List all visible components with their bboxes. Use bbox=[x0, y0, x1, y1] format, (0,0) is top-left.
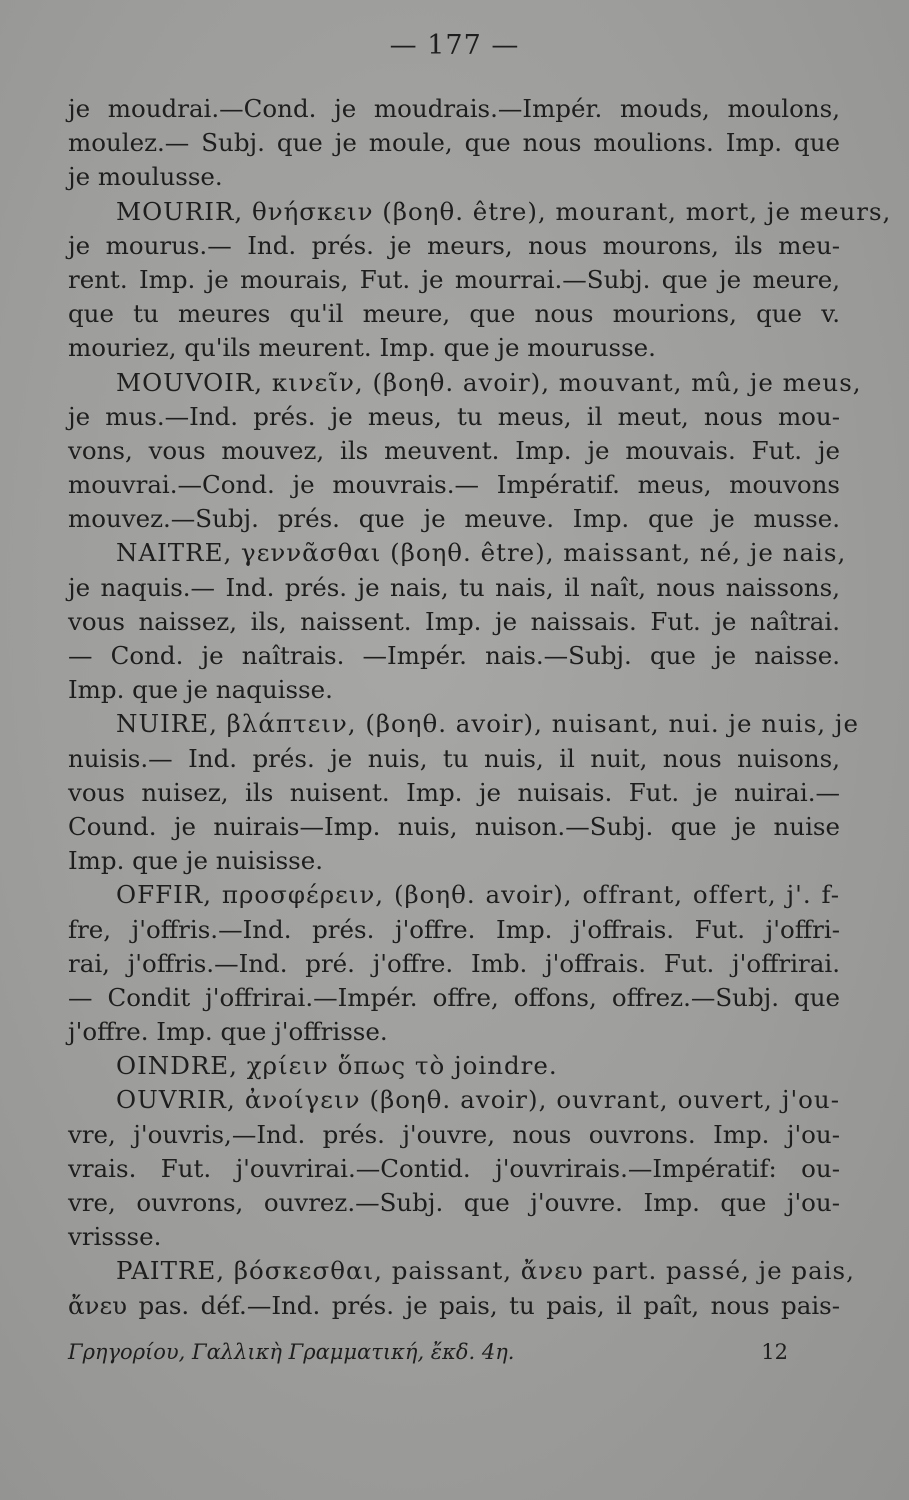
text-line: vons, vous mouvez, ils meuvent. Imp. je mouvais. Fut. je bbox=[68, 435, 840, 465]
text-line: je mus.—Ind. prés. je meus, tu meus, il meut, nous mou- bbox=[68, 401, 840, 431]
entry-ouvrir: OUVRIR, ἀνοίγειν (βοηθ. avoir), ouvrant, ouvert, j'ou- bbox=[116, 1085, 840, 1115]
text-line: je moulusse. bbox=[68, 162, 223, 192]
text-line: nuisis.— Ind. prés. je nuis, tu nuis, il nuit, nous nuisons, bbox=[68, 743, 840, 773]
text-line: Imp. que je naquisse. bbox=[68, 675, 333, 705]
text-line: mouriez, qu'ils meurent. Imp. que je mourusse. bbox=[68, 333, 656, 363]
text-line: je naquis.— Ind. prés. je nais, tu nais, il naît, nous naissons, bbox=[68, 572, 840, 602]
entry-oindre: OINDRE, χρίειν ὅπως τὸ joindre. bbox=[116, 1051, 558, 1081]
text-line: moulez.— Subj. que je moule, que nous moulions. Imp. que bbox=[68, 128, 840, 158]
body-text bbox=[68, 92, 892, 1323]
text-line: — Condit j'offrirai.—Impér. offre, offons, offrez.—Subj. que bbox=[68, 982, 840, 1012]
text-line: mouvrai.—Cond. je mouvrais.— Impératif. meus, mouvons bbox=[68, 470, 840, 500]
text-line: vrais. Fut. j'ouvrirai.—Contid. j'ouvrirais.—Impératif: ou- bbox=[68, 1153, 840, 1183]
entry-naitre: NAITRE, γεννᾶσθαι (βοηθ. être), maissant, né, je nais, bbox=[116, 538, 847, 568]
entry-nuire: NUIRE, βλάπτειν, (βοηθ. avoir), nuisant, nui. je nuis, je bbox=[116, 709, 859, 739]
text-line: mouvez.—Subj. prés. que je meuve. Imp. que je musse. bbox=[68, 504, 840, 534]
text-line: rent. Imp. je mourais, Fut. je mourrai.—Subj. que je meure, bbox=[68, 264, 840, 294]
text-line: vre, ouvrons, ouvrez.—Subj. que j'ouvre. Imp. que j'ou- bbox=[68, 1188, 840, 1217]
text-line: je mourus.— Ind. prés. je meurs, nous mourons, ils meu- bbox=[68, 230, 840, 260]
entry-mouvoir: MOUVOIR, κινεῖν, (βοηθ. avoir), mouvant, mû, je meus, bbox=[116, 367, 862, 397]
footer-signature: 12 bbox=[761, 1340, 788, 1364]
entry-mourir: MOURIR, θνήσκειν (βοηθ. être), mourant, mort, je meurs, bbox=[116, 196, 892, 226]
text-line: rai, j'offris.—Ind. pré. j'offre. Imb. j'offrais. Fut. j'offrirai. bbox=[68, 948, 840, 978]
text-line: — Cond. je naîtrais. —Impér. nais.—Subj. que je naisse. bbox=[68, 641, 840, 670]
text-line: Imp. que je nuisisse. bbox=[68, 846, 324, 876]
text-line: fre, j'offris.—Ind. prés. j'offre. Imp. j'offrais. Fut. j'offri- bbox=[68, 914, 840, 944]
text-line: vous naissez, ils, naissent. Imp. je naissais. Fut. je naîtrai. bbox=[68, 606, 840, 636]
entry-offir: OFFIR, προσφέρειν, (βοηθ. avoir), offrant, offert, j'. f- bbox=[116, 880, 840, 910]
text-line: ἄνευ pas. déf.—Ind. prés. je pais, tu pais, il paît, nous pais- bbox=[68, 1290, 840, 1320]
footer bbox=[68, 1340, 788, 1364]
text-line: j'offre. Imp. que j'offrisse. bbox=[68, 1017, 388, 1047]
entry-paitre: PAITRE, βόσκεσθαι, paissant, ἄνευ part. passé, je pais, bbox=[116, 1256, 855, 1286]
text-line: vous nuisez, ils nuisent. Imp. je nuisais. Fut. je nuirai.— bbox=[68, 777, 840, 807]
page-number: — 177 — bbox=[389, 30, 520, 61]
footer-citation: Γρηγορίου, Γαλλικὴ Γραμματική, ἔκδ. 4η. bbox=[68, 1340, 515, 1364]
text-line: Cound. je nuirais—Imp. nuis, nuison.—Subj. que je nuise bbox=[68, 811, 840, 841]
text-line: vre, j'ouvris,—Ind. prés. j'ouvre, nous ouvrons. Imp. j'ou- bbox=[68, 1119, 840, 1149]
text-line: vrissse. bbox=[68, 1222, 162, 1252]
text-line: que tu meures qu'il meure, que nous mourions, que v. bbox=[68, 299, 840, 329]
text-line: je moudrai.—Cond. je moudrais.—Impér. mouds, moulons, bbox=[68, 94, 840, 123]
